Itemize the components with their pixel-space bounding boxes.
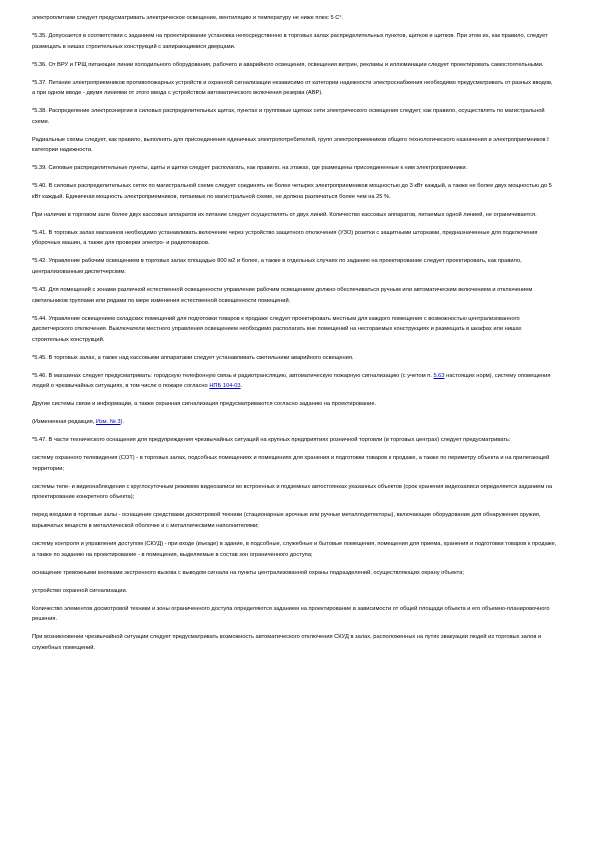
clause-5-47: *5.47. В части технического оснащения для предупреждения чрезвычайных ситуаций на крупных предприятиях розничной торговли (в торговых центрах) следует предусматривать: <box>32 437 511 444</box>
list-item-panic-buttons: оснащение тревожными кнопками экстренного вызова с выводом сигнала на пункты централизованной охраны подразделений, осуществляющих охрану объекта; <box>32 569 464 576</box>
list-item-screening-equipment: перед входами в торговые залы - оснащение средствами досмотровой техники (стационарные арочные или ручные металлодетекторы), включающие оборудование для обнаружения оружия, взрывчатых веществ в металлической оболочке и с металлическими наполнителями; <box>32 512 541 529</box>
amendment-note-start: (Измененная редакция, <box>32 419 96 426</box>
link-clause-5-63[interactable]: 5.63 <box>433 372 445 379</box>
clause-5-46-text-start: *5.46. В магазинах следует предусматривать: городскую телефонную связь и радиотрансляцию, автоматическую пожарную сигнализацию (с учетом п. <box>32 372 434 379</box>
clause-5-44: *5.44. Управление освещением складских помещений для подготовки товаров к продаже следует проектировать местным для каждого помещения с возможностью централизованного диспетчерского отключения. Выключатели местного управления освещением необходимо располагать вне помещений на несгораемых конструкциях и размещать в шкафах или нишах строительных конструкций. <box>32 315 522 343</box>
clause-5-38: *5.38. Распределение электроэнергии в силовых распределительных щитах, пунктах и групповые щитках сети электрического освещения следует, как правило, осуществлять по магистральной схеме. <box>32 108 545 125</box>
paragraph-screening-quantity: Количество элементов досмотровой техники и зоны ограниченного доступа определяются заданием на проектирование в зависимости от общей площади объекта и его объемно-планировочного решения. <box>32 605 550 623</box>
clause-5-45: *5.45. В торговых залах, а также над кассовыми аппаратами следует устанавливать светильники аварийного освещения. <box>32 354 354 361</box>
clause-5-39: *5.39. Силовые распределительные пункты, щиты и щитки следует располагать, как правило, на этажах, где размещены присоединенные к ним электроприемники. <box>32 165 468 172</box>
clause-5-46-text-middle: настоящих норм), систему оповещения людей о чрезвычайных ситуациях, в том числе о пожаре согласно <box>32 372 551 390</box>
clause-5-40: *5.40. В силовых распределительных сетях по магистральной схеме следует соединять не более четырех электроприемников мощностью до 3 кВт каждый, а также не более двух мощностью до 5 кВт каждый. Единичная мощность электроприемников, питаемых по магистральной схеме, не должна различаться более чем на 25 %. <box>32 183 552 200</box>
paragraph-amendment-note <box>32 417 557 428</box>
clause-5-43: *5.43. Для помещений с зонами различной естественной освещенности управление рабочим освещением должно обеспечиваться ручным или автоматическим включением и отключением светильников группами или рядами по мере изменения естественной освещенности помещений. <box>32 286 533 304</box>
list-item-access-control: систему контроля и управления доступом (СКУД) - при входе (въезде) в здание, в подсобные, служебные и бытовые помещения, помещения для приема, хранения и подготовки товаров к продаже, а также по заданию на проектирование - в помещения, выделяемые в состав зон ограниченного доступа; <box>32 540 557 558</box>
paragraph-other-systems: Другие системы связи и информации, а также охранная сигнализация предусматриваются согласно заданию на проектирование. <box>32 401 377 408</box>
paragraph-cash-registers: При наличии в торговом зале более двух кассовых аппаратов их питание следует осуществлять от двух линий. Количество кассовых аппаратов, питаемых одной линией, не ограничивается. <box>32 211 537 218</box>
clause-5-46-text-end: . <box>240 383 243 390</box>
paragraph-continuation: электроплитами следует предусматривать электрическое освещение, вентиляцию и температуру не ниже плюс 5 С°. <box>32 15 344 21</box>
list-item-security-alarm: устройство охранной сигнализации. <box>32 587 128 594</box>
clause-5-41: *5.41. В торговых залах магазинов необходимо устанавливать включение через устройство защитного отключения (УЗО) розетки с защитными шторками, предназначенные для подключения уборочных машин, а также для проверки электро- и радиотоваров. <box>32 229 538 247</box>
clause-5-36: *5.36. От ВРУ и ГРЩ питающие линии холодильного оборудования, рабочего и аварийного освещения, освещения витрин, рекламы и иллюминации следует проектировать самостоятельными. <box>32 61 544 68</box>
clause-5-42: *5.42. Управление рабочим освещением в торговых залах площадью 800 м2 и более, а также в отдельных случаях по заданию на проектирование следует проектировать, как правило, централизованным диспетчерским. <box>32 258 522 275</box>
clause-5-35: *5.35. Допускается в соответствии с заданием на проектирование установка непосредственно в торговых залах распределительных пунктов, щитков и щитков. При этом их, как правило, следует размещать в нишах строительных конструкций с запирающимися дверцами. <box>32 32 548 50</box>
paragraph-emergency-access-shutdown: При возникновении чрезвычайной ситуации следует предусматривать возможность автоматического отключения СКУД в залах, расположенных на путях эвакуации людей из торговых залов и служебных помещений. <box>32 634 542 651</box>
list-item-video-surveillance: системы теле- и видеонаблюдения с круглосуточным режимом видеозаписи во встроенных и подземных автостоянках указанных объектов (срок хранения видеозаписи определяется заданием на проектирование конкретного объекта); <box>32 483 553 501</box>
clause-5-37: *5.37. Питание электроприемников противопожарных устройств и охранной сигнализации независимо от категории надежности электроснабжения необходимо предусматривать от разных вводов, а при одном вводе - двумя линиями от этого ввода с устройством автоматического включения резерва (АВР). <box>32 79 553 97</box>
link-npb-104-03[interactable]: НПБ 104-03 <box>209 383 241 390</box>
amendment-note-end: ). <box>120 419 125 426</box>
link-amendment-3[interactable]: Изм. № 3 <box>95 419 121 426</box>
clause-5-46 <box>32 371 557 392</box>
paragraph-radial-schemes: Радиальные схемы следует, как правило, выполнять для присоединения единичных электропотребителей, групп электроприемников общего технологического назначения и электроприемников I категории надежности. <box>32 136 549 154</box>
list-item-cctv: систему охранного телевидения (СОТ) - в торговых залах, подсобных помещениях и помещениях для хранения и подготовки товаров к продаже, а также по периметру объекта и на прилегающей территории; <box>32 455 550 472</box>
